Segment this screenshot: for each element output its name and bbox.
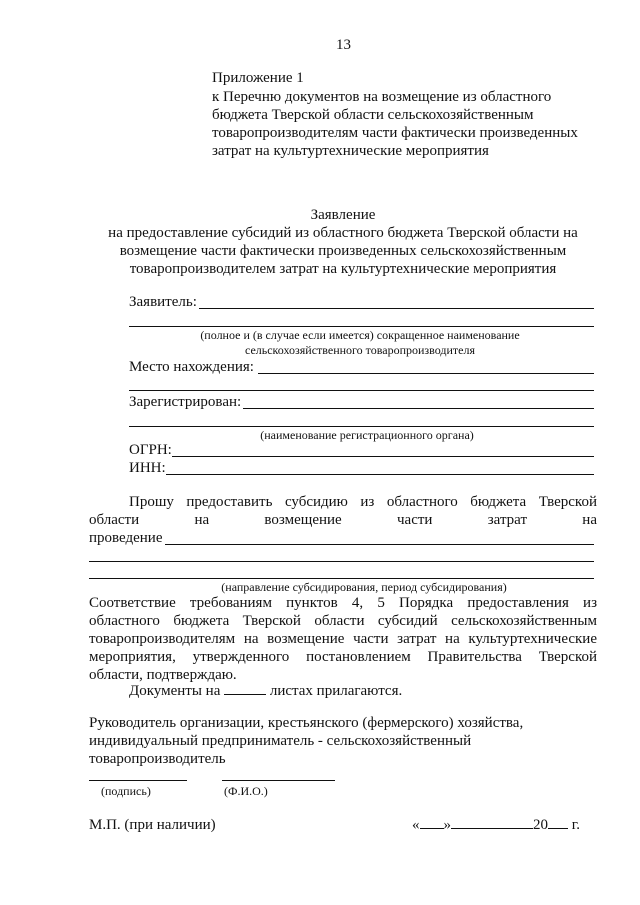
request-line: области на возмещение части затрат на bbox=[89, 512, 597, 528]
request-input-line[interactable] bbox=[165, 544, 594, 545]
document-subtitle: на предоставление субсидий из областного бюджета Тверской области на bbox=[108, 225, 578, 241]
signature-line[interactable] bbox=[89, 780, 187, 781]
year-suffix: г. bbox=[571, 817, 580, 833]
location-input-line-2[interactable] bbox=[129, 390, 594, 391]
appendix-title: Приложение 1 bbox=[212, 70, 304, 86]
compliance-line: Соответствие требованиям пунктов 4, 5 Порядка предоставления из bbox=[89, 595, 597, 611]
registered-input-line-2[interactable] bbox=[129, 426, 594, 427]
applicant-label: Заявитель: bbox=[129, 294, 197, 310]
date-field bbox=[412, 816, 580, 835]
ogrn-label: ОГРН: bbox=[129, 442, 172, 458]
location-input-line[interactable] bbox=[258, 373, 594, 374]
location-label: Место нахождения: bbox=[129, 359, 254, 375]
appendix-line: бюджета Тверской области сельскохозяйственным bbox=[212, 107, 534, 123]
documents-line bbox=[129, 682, 402, 701]
applicant-input-line[interactable] bbox=[199, 308, 594, 309]
compliance-last-line: области, подтверждаю. bbox=[89, 667, 237, 683]
page-number: 13 bbox=[336, 37, 351, 53]
applicant-input-line-2[interactable] bbox=[129, 326, 594, 327]
registered-input-line[interactable] bbox=[243, 408, 594, 409]
stamp-label bbox=[89, 816, 216, 835]
compliance-line: мероприятия, утвержденного постановлением Правительства Тверской bbox=[89, 649, 597, 665]
fio-line[interactable] bbox=[222, 780, 335, 781]
request-line: Прошу предоставить субсидию из областного бюджета Тверской bbox=[129, 494, 597, 510]
fio-caption: (Ф.И.О.) bbox=[224, 784, 268, 798]
request-caption: (направление субсидирования, период субсидирования) bbox=[221, 580, 507, 594]
inn-input-line[interactable] bbox=[166, 474, 594, 475]
day-blank[interactable] bbox=[420, 816, 444, 829]
appendix-line: затрат на культуртехнические мероприятия bbox=[212, 143, 489, 159]
date-close-quote: » bbox=[443, 817, 451, 833]
request-line-label: проведение bbox=[89, 530, 163, 546]
registered-caption: (наименование регистрационного органа) bbox=[260, 428, 474, 442]
registered-label: Зарегистрирован: bbox=[129, 394, 242, 410]
documents-suffix: листах прилагаются. bbox=[269, 683, 403, 699]
document-subtitle: товаропроизводителем затрат на культуртехнические мероприятия bbox=[129, 261, 557, 277]
documents-count-blank[interactable] bbox=[224, 682, 266, 695]
stamp-text: М.П. (при наличии) bbox=[89, 817, 216, 833]
date-open-quote: « bbox=[412, 817, 420, 833]
applicant-caption: сельскохозяйственного товаропроизводителя bbox=[244, 343, 476, 357]
appendix-line: товаропроизводителям части фактически произведенных bbox=[212, 125, 578, 141]
appendix-line: к Перечню документов на возмещение из областного bbox=[212, 89, 552, 105]
ogrn-input-line[interactable] bbox=[172, 456, 594, 457]
compliance-line: товаропроизводителям на возмещение части затрат на культуртехнические bbox=[89, 631, 597, 647]
document-subtitle: возмещение части фактически произведенных сельскохозяйственным bbox=[119, 243, 567, 259]
year-blank[interactable] bbox=[548, 816, 568, 829]
request-input-line-2[interactable] bbox=[89, 561, 594, 562]
compliance-line: областного бюджета Тверской области субсидий сельскохозяйственным bbox=[89, 613, 597, 629]
documents-prefix: Документы на bbox=[129, 683, 221, 699]
request-input-line-3[interactable] bbox=[89, 578, 594, 579]
head-line: Руководитель организации, крестьянского (фермерского) хозяйства, bbox=[89, 715, 524, 731]
month-blank[interactable] bbox=[451, 816, 533, 829]
head-line: индивидуальный предприниматель - сельскохозяйственный bbox=[89, 733, 472, 749]
applicant-caption: (полное и (в случае если имеется) сокращенное наименование bbox=[200, 328, 520, 342]
inn-label: ИНН: bbox=[129, 460, 166, 476]
document-title: Заявление bbox=[310, 207, 376, 223]
year-prefix: 20 bbox=[533, 817, 548, 833]
signature-caption: (подпись) bbox=[101, 784, 151, 798]
head-line: товаропроизводитель bbox=[89, 751, 226, 767]
